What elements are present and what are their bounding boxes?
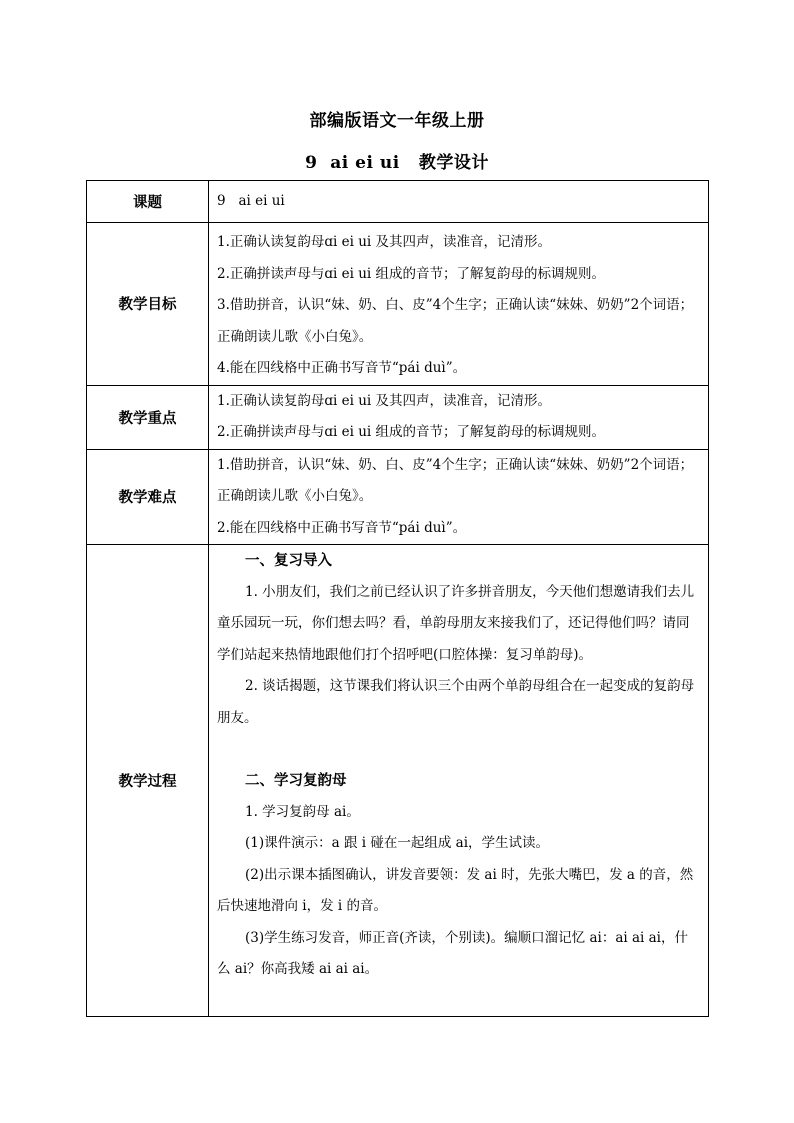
row-goals [87, 223, 709, 386]
section-spacer [217, 734, 700, 765]
goal-item-4: 4.能在四线格中正确书写音节“pái duì”。 [217, 360, 467, 376]
process-section-1-paragraph-1: 1. 小朋友们，我们之前已经认识了许多拼音朋友，今天他们想邀请我们去儿童乐园玩一玩，你们想去吗？看，单韵母朋友来接我们了，还记得他们吗？请同学们站起来热情地跟他们打个招呼吧(口腔体操：复习单韵母)。 [217, 583, 695, 663]
goal-item-3: 3.借助拼音，认识“妹、奶、白、皮”4个生字；正确认读“妹妹、奶奶”2个词语；正确朗读儿歌《小白兔》。 [217, 297, 694, 345]
difficulties-label: 教学难点 [87, 449, 209, 545]
goals-label: 教学目标 [87, 223, 209, 386]
process-cell [209, 545, 709, 1017]
goal-item-1: 1.正确认读复韵母ɑi ei ui 及其四声，读准音，记清形。 [217, 234, 552, 250]
document-title: 部编版语文一年级上册 [309, 111, 485, 131]
key-point-item-1: 1.正确认读复韵母ɑi ei ui 及其四声，读准音，记清形。 [217, 392, 552, 409]
key-points-label: 教学重点 [87, 385, 209, 449]
process-section-2-heading: 二、学习复韵母 [245, 772, 347, 789]
process-section-2-paragraph-2: (1)课件演示：a 跟 i 碰在一起组成 ai，学生试读。 [245, 835, 550, 851]
process-section-2-paragraph-1: 1. 学习复韵母 ai。 [245, 803, 360, 820]
key-point-item-2: 2.正确拼读声母与ɑi ei ui 组成的音节；了解复韵母的标调规则。 [217, 424, 606, 440]
process-section-1-heading: 一、复习导入 [245, 552, 332, 569]
row-process [87, 545, 709, 1017]
topic-label: 课题 [87, 181, 209, 223]
lesson-plan-table [86, 180, 709, 1017]
topic-value-cell [209, 181, 709, 223]
difficulty-item-1: 1.借助拼音，认识“妹、奶、白、皮”4个生字；正确认读“妹妹、奶奶”2个词语；正确朗读儿歌《小白兔》。 [217, 456, 694, 504]
goal-item-2: 2.正确拼读声母与ɑi ei ui 组成的音节；了解复韵母的标调规则。 [217, 265, 606, 282]
document-subtitle: 9 ai ei ui 教学设计 [305, 153, 489, 173]
key-points-cell [209, 385, 709, 449]
difficulties-cell [209, 449, 709, 545]
process-section-1-paragraph-2: 2. 谈话揭题，这节课我们将认识三个由两个单韵母组合在一起变成的复韵母朋友。 [217, 678, 695, 726]
row-key-points [87, 385, 709, 449]
row-topic [87, 181, 709, 223]
process-label: 教学过程 [87, 545, 209, 1017]
goals-cell [209, 223, 709, 386]
process-section-2-paragraph-4: (3)学生练习发音，师正音(齐读，个别读)。编顺口溜记忆 ai：ai ai ai，什么 ai？你高我矮 ai ai ai。 [217, 929, 688, 977]
topic-value: 9 ai ei ui [217, 192, 285, 209]
difficulty-item-2: 2.能在四线格中正确书写音节“pái duì”。 [217, 519, 467, 536]
row-difficulties [87, 449, 709, 545]
process-section-2-paragraph-3: (2)出示课本插图确认，讲发音要领：发 ai 时，先张大嘴巴，发 a 的音，然后快速地滑向 i，发 i 的音。 [217, 866, 694, 914]
